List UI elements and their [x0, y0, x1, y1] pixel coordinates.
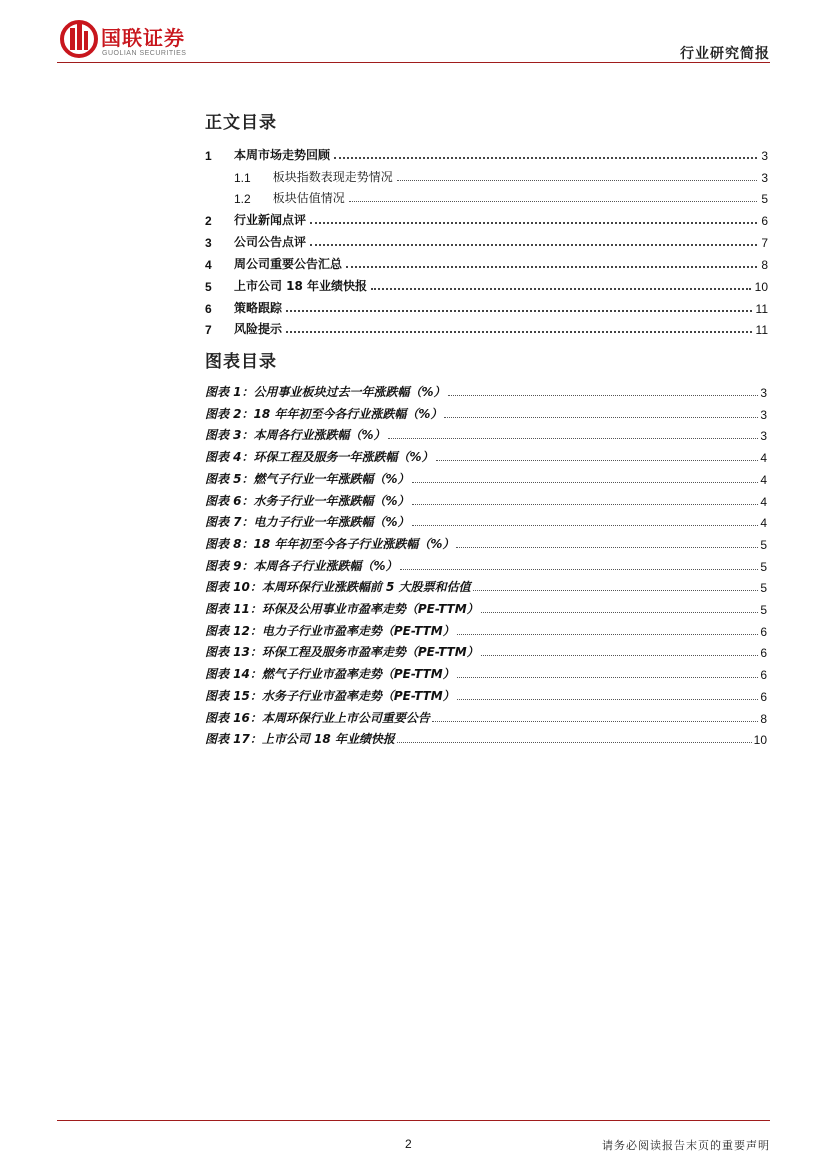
dot-leader	[456, 547, 758, 548]
figure-entry[interactable]	[205, 621, 767, 639]
contents-heading: 正文目录	[205, 113, 277, 133]
figure-entry[interactable]	[205, 534, 767, 552]
dot-leader	[481, 655, 759, 656]
guolian-logo-icon	[59, 18, 99, 58]
figure-entry-title: 图表 4：环保工程及服务一年涨跌幅（%）	[205, 450, 434, 464]
figure-entry-page: 6	[760, 625, 767, 639]
figure-entry-page: 4	[760, 516, 767, 530]
dot-leader	[412, 482, 759, 483]
dot-leader	[412, 525, 759, 526]
logo-chinese-text: 国联证券	[101, 26, 185, 50]
figure-entry-title: 图表 7：电力子行业一年涨跌幅（%）	[205, 515, 410, 529]
toc-entry-number: 1.2	[234, 192, 251, 206]
dot-leader	[457, 634, 759, 635]
toc-entry-title: 周公司重要公告汇总	[234, 257, 343, 271]
dot-leader	[457, 677, 759, 678]
toc-entry-number: 5	[205, 280, 212, 294]
figure-entry-page: 6	[760, 646, 767, 660]
figure-entry[interactable]	[205, 577, 767, 595]
toc-entry-title: 公司公告点评	[234, 235, 307, 249]
toc-entry-title: 风险提示	[234, 322, 283, 336]
dot-leader	[334, 157, 757, 159]
disclaimer-note: 请务必阅读报告末页的重要声明	[602, 1139, 770, 1152]
dot-leader	[448, 395, 759, 396]
figure-entry-page: 3	[760, 386, 767, 400]
figure-entry-page: 3	[760, 429, 767, 443]
figure-entry[interactable]	[205, 556, 767, 574]
document-type: 行业研究简报	[680, 46, 770, 62]
toc-entry-title: 本周市场走势回顾	[234, 148, 331, 162]
page-header	[57, 12, 770, 62]
figure-entry-title: 图表 11：环保及公用事业市盈率走势（PE-TTM）	[205, 602, 479, 616]
toc-entry-number: 7	[205, 323, 212, 337]
toc-entry-page: 3	[761, 171, 768, 185]
figure-entry-page: 4	[760, 451, 767, 465]
dot-leader	[310, 244, 757, 246]
footer-divider	[57, 1120, 770, 1121]
figure-entry-title: 图表 12：电力子行业市盈率走势（PE-TTM）	[205, 624, 455, 638]
toc-entry-page: 8	[761, 258, 768, 272]
toc-entry[interactable]	[205, 319, 768, 337]
toc-entry-page: 11	[755, 302, 768, 316]
figure-entry-page: 8	[760, 712, 767, 726]
toc-entry-title: 板块指数表现走势情况	[272, 170, 393, 184]
figure-entry-title: 图表 16：本周环保行业上市公司重要公告	[205, 711, 430, 725]
dot-leader	[432, 721, 758, 722]
figure-entry[interactable]	[205, 382, 767, 400]
toc-entry-title: 行业新闻点评	[234, 213, 307, 227]
figure-entry[interactable]	[205, 708, 767, 726]
toc-entry-page: 3	[761, 149, 768, 163]
toc-entry-title: 板块估值情况	[272, 191, 345, 205]
figure-entry[interactable]	[205, 425, 767, 443]
figure-entry-title: 图表 13：环保工程及服务市盈率走势（PE-TTM）	[205, 645, 479, 659]
dot-leader	[397, 180, 758, 181]
figure-entry-title: 图表 5：燃气子行业一年涨跌幅（%）	[205, 472, 410, 486]
figure-entry[interactable]	[205, 642, 767, 660]
figure-entry[interactable]	[205, 729, 767, 747]
figure-entry-page: 5	[760, 603, 767, 617]
figure-entry-title: 图表 17：上市公司 18 年业绩快报	[205, 732, 395, 746]
toc-entry[interactable]	[205, 254, 768, 272]
dot-leader	[286, 331, 752, 333]
header-divider	[57, 62, 770, 63]
toc-entry-number: 1	[205, 149, 212, 163]
figure-entry-page: 4	[760, 473, 767, 487]
toc-entry[interactable]	[205, 210, 768, 228]
figure-entry-title: 图表 9：本周各子行业涨跌幅（%）	[205, 559, 398, 573]
figure-entry-page: 10	[753, 733, 767, 747]
toc-entry[interactable]	[205, 188, 768, 206]
toc-entry-number: 3	[205, 236, 212, 250]
figure-entry-page: 5	[760, 581, 767, 595]
figure-entry[interactable]	[205, 512, 767, 530]
company-logo	[57, 12, 217, 62]
toc-entry-page: 6	[761, 214, 768, 228]
figure-entry-title: 图表 15：水务子行业市盈率走势（PE-TTM）	[205, 689, 455, 703]
figure-entry-title: 图表 14：燃气子行业市盈率走势（PE-TTM）	[205, 667, 455, 681]
dot-leader	[349, 201, 758, 202]
figure-entry[interactable]	[205, 686, 767, 704]
toc-entry-page: 10	[754, 280, 768, 294]
toc-entry-page: 11	[755, 323, 768, 337]
dot-leader	[412, 504, 759, 505]
toc-entry-number: 4	[205, 258, 212, 272]
toc-entry[interactable]	[205, 167, 768, 185]
toc-entry-number: 1.1	[234, 171, 251, 185]
figure-entry[interactable]	[205, 664, 767, 682]
toc-entry-page: 5	[761, 192, 768, 206]
logo-english-text: GUOLIAN SECURITIES	[102, 50, 187, 57]
figure-entry-page: 3	[760, 408, 767, 422]
figure-entry-title: 图表 3：本周各行业涨跌幅（%）	[205, 428, 386, 442]
toc-entry-number: 6	[205, 302, 212, 316]
figures-heading: 图表目录	[205, 352, 277, 372]
toc-entry[interactable]	[205, 145, 768, 163]
figure-entry-title: 图表 1：公用事业板块过去一年涨跌幅（%）	[205, 385, 446, 399]
figure-entry[interactable]	[205, 599, 767, 617]
dot-leader	[481, 612, 759, 613]
dot-leader	[457, 699, 759, 700]
page-number: 2	[405, 1137, 412, 1151]
toc-entry[interactable]	[205, 276, 768, 294]
figure-entry-page: 5	[760, 560, 767, 574]
dot-leader	[473, 590, 759, 591]
dot-leader	[371, 288, 751, 290]
figure-entry-title: 图表 2：18 年年初至今各行业涨跌幅（%）	[205, 407, 443, 421]
toc-entry-title: 上市公司 18 年业绩快报	[234, 279, 368, 293]
figure-entry[interactable]	[205, 447, 767, 465]
toc-entry-page: 7	[761, 236, 768, 250]
figure-entry[interactable]	[205, 404, 767, 422]
figure-entry-title: 图表 6：水务子行业一年涨跌幅（%）	[205, 494, 410, 508]
dot-leader	[397, 742, 752, 743]
figure-entry-page: 5	[760, 538, 767, 552]
figure-entry-title: 图表 8：18 年年初至今各子行业涨跌幅（%）	[205, 537, 455, 551]
toc-entry[interactable]	[205, 298, 768, 316]
figure-entry-page: 4	[760, 495, 767, 509]
toc-entry-number: 2	[205, 214, 212, 228]
dot-leader	[436, 460, 759, 461]
dot-leader	[310, 222, 757, 224]
figure-entry[interactable]	[205, 491, 767, 509]
figure-entry-page: 6	[760, 690, 767, 704]
dot-leader	[388, 438, 759, 439]
figure-entry-page: 6	[760, 668, 767, 682]
toc-entry-title: 策略跟踪	[234, 301, 283, 315]
dot-leader	[400, 569, 759, 570]
figure-entry[interactable]	[205, 469, 767, 487]
figure-entry-title: 图表 10：本周环保行业涨跌幅前 5 大股票和估值	[205, 580, 471, 594]
dot-leader	[444, 417, 758, 418]
dot-leader	[286, 310, 752, 312]
dot-leader	[346, 266, 757, 268]
toc-entry[interactable]	[205, 232, 768, 250]
